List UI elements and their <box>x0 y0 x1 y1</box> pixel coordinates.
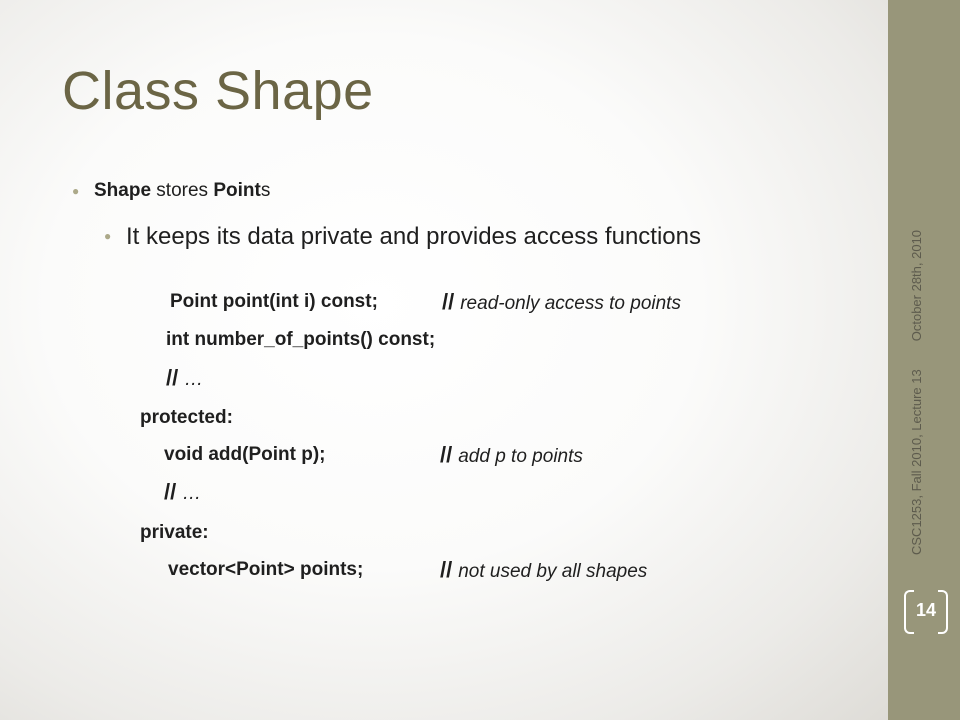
sidebar-footer-date <box>909 215 929 555</box>
code-comment <box>442 289 681 315</box>
code-comment <box>164 479 201 505</box>
bullet-dot-icon: ● <box>104 229 112 243</box>
page-number: 14 <box>915 600 937 620</box>
code-line-add: void add(Point p); <box>164 444 326 465</box>
bullet-text-s: s <box>260 180 271 201</box>
code-comment <box>166 365 203 391</box>
bullet-bold-point: Point <box>213 180 261 201</box>
date-text: October 28th, 2010 <box>909 229 924 342</box>
code-comment <box>440 557 647 583</box>
comment-marker: // <box>442 289 455 314</box>
page-number-box <box>904 590 948 632</box>
comment-text: add p to points <box>458 446 583 467</box>
comment-text: read-only access to points <box>460 293 681 314</box>
code-line-number-of-points: int number_of_points() const; <box>166 329 436 350</box>
comment-text: … <box>184 369 204 390</box>
code-line-protected: protected: <box>140 407 233 428</box>
comment-marker: // <box>166 365 179 390</box>
bullet-text-stores: stores <box>151 180 214 201</box>
slide-title: Class Shape <box>62 61 374 121</box>
bullet-level1-text <box>94 180 270 202</box>
footer-text: CSC1253, Fall 2010, Lecture 13 <box>909 369 924 555</box>
comment-text: … <box>182 483 202 504</box>
code-line-vector: vector<Point> points; <box>168 559 364 580</box>
code-comment <box>440 442 583 468</box>
comment-text: not used by all shapes <box>458 561 648 582</box>
bullet-bold-shape: Shape <box>94 180 152 201</box>
code-line-private: private: <box>140 522 209 543</box>
bullet-level2-text: It keeps its data private and provides access functions <box>126 223 701 250</box>
comment-marker: // <box>440 442 453 467</box>
code-line-point: Point point(int i) const; <box>170 291 378 312</box>
bullet-dot-icon: ● <box>72 184 80 198</box>
comment-marker: // <box>164 479 177 504</box>
comment-marker: // <box>440 557 453 582</box>
